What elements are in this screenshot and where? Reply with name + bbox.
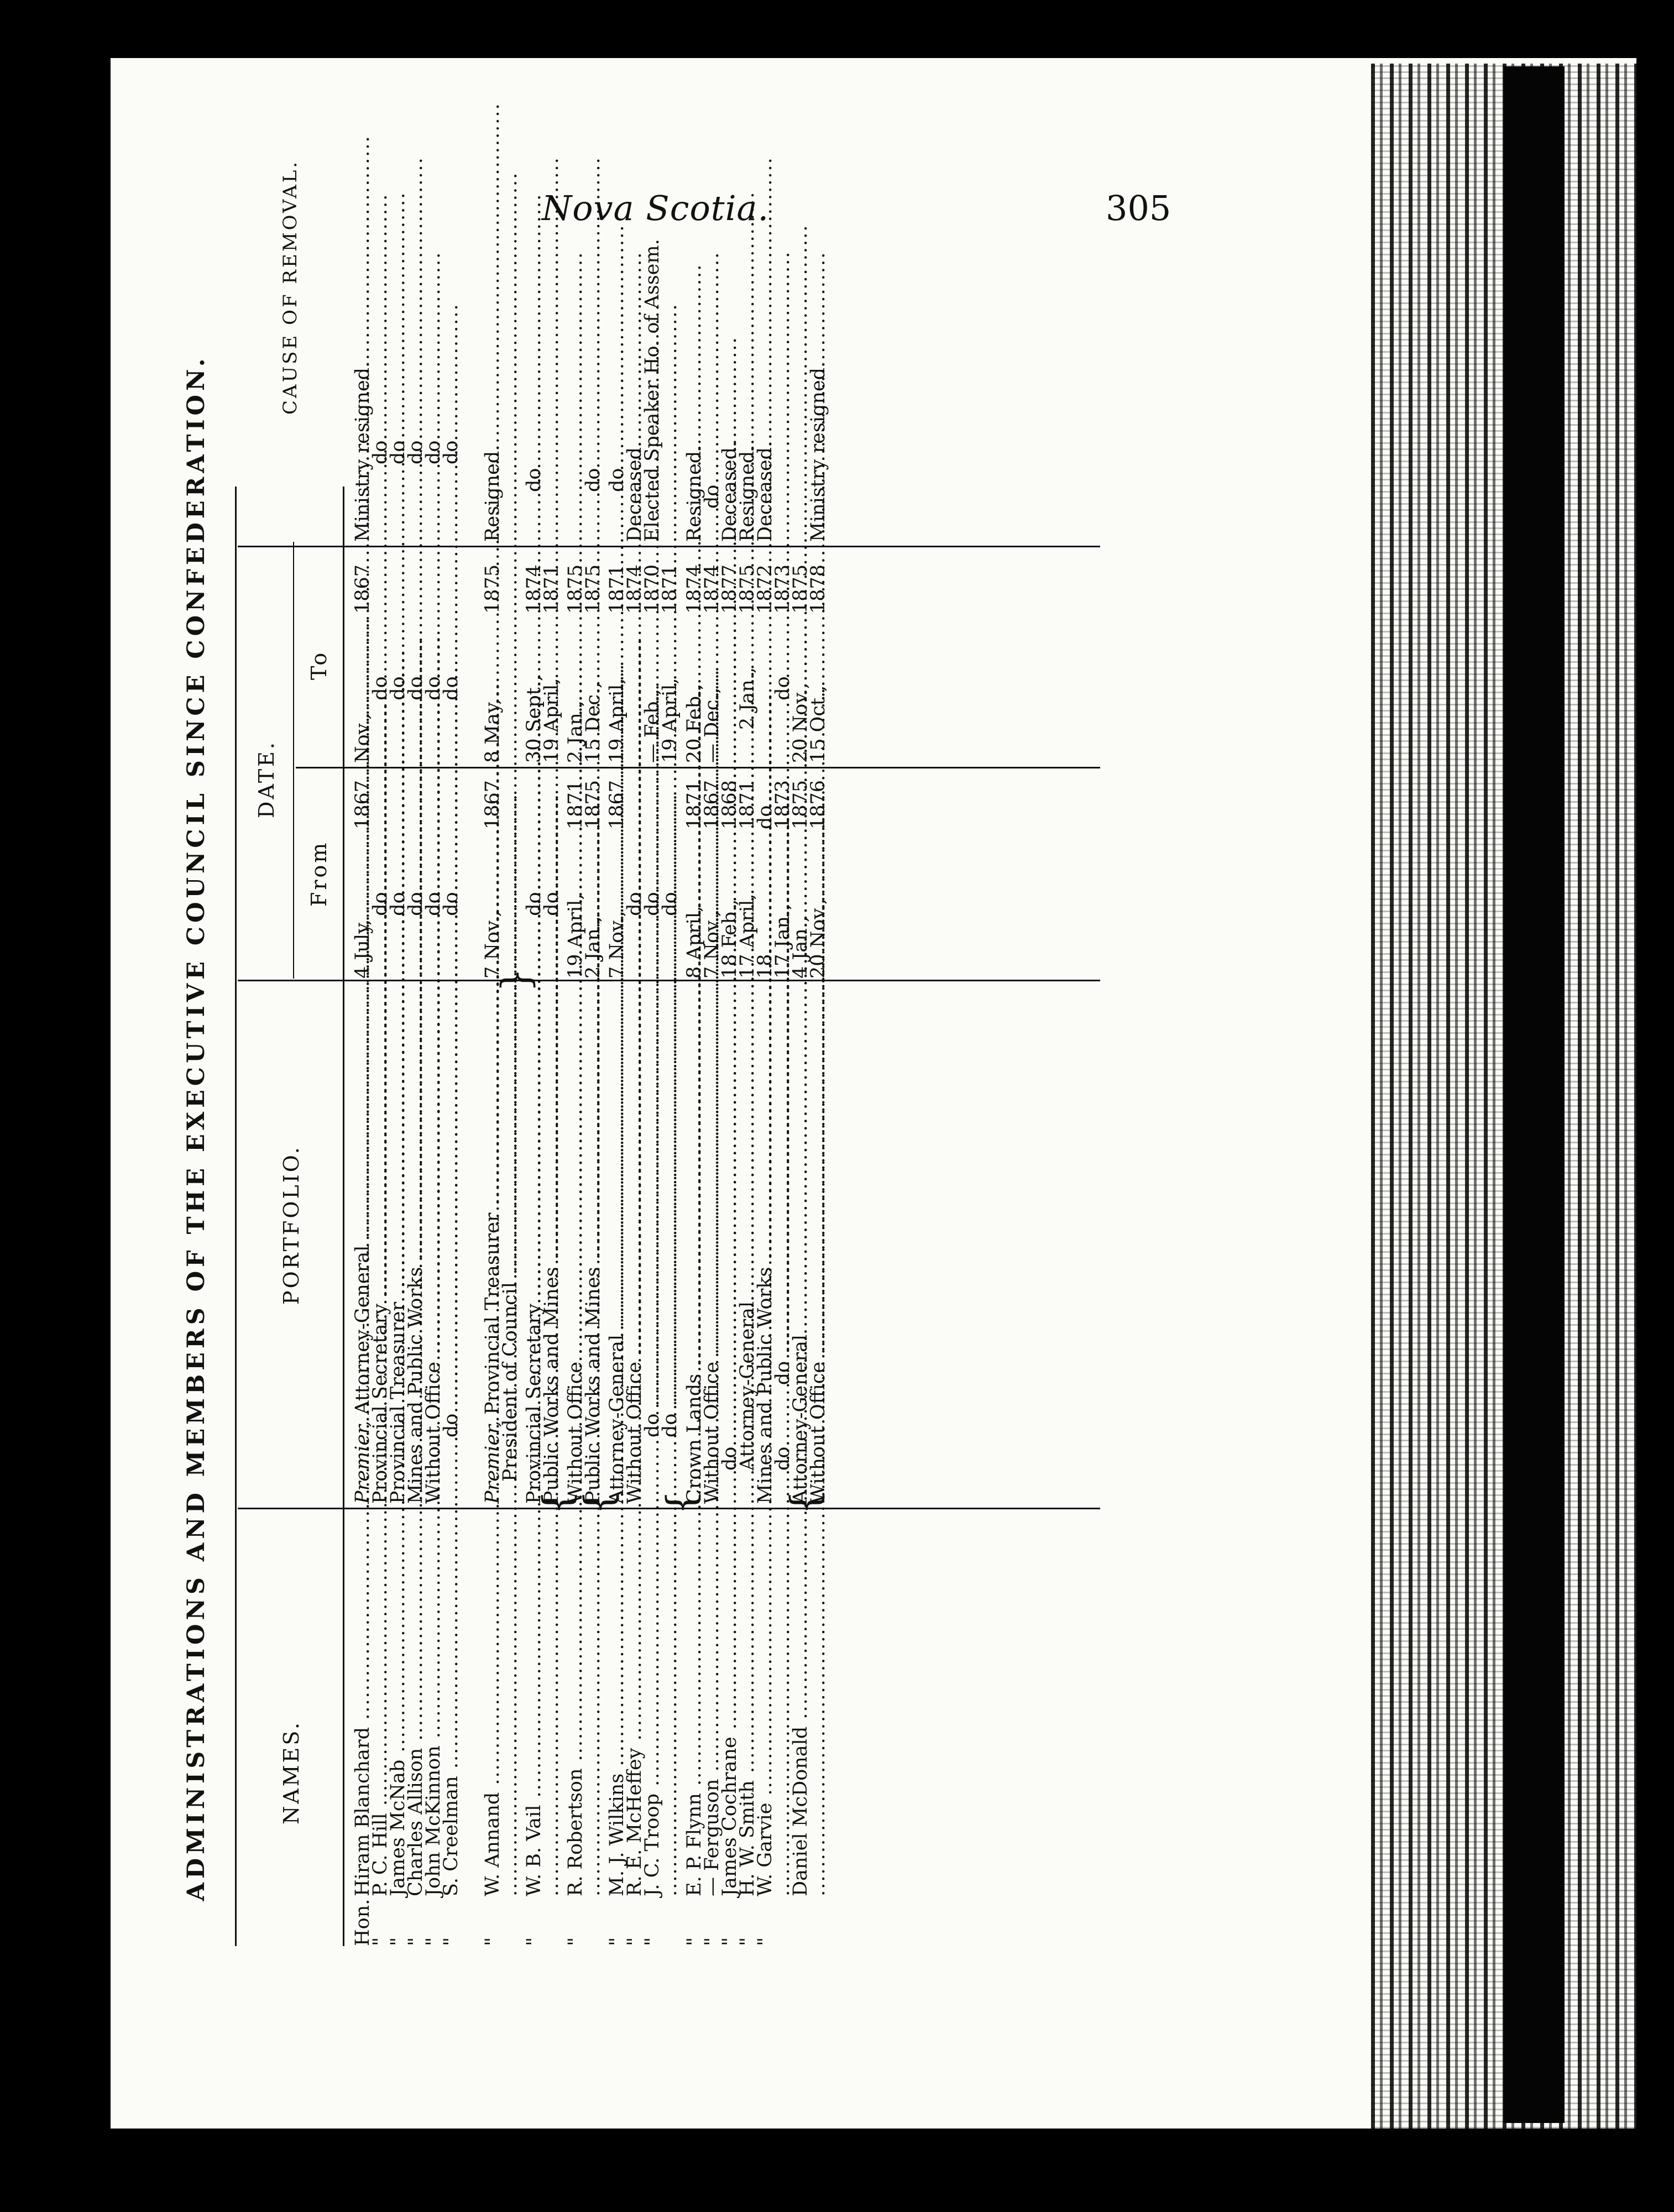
date-to-year: 1871: [606, 564, 628, 614]
date-from: do: [523, 892, 545, 916]
name-prefix: ": [482, 1937, 504, 1946]
date-from: 18 Feb.,: [719, 899, 741, 979]
portfolio: [501, 968, 519, 1504]
member-name: R. Robertson .....: [567, 1515, 584, 1896]
name-prefix: Hon.: [352, 1899, 374, 1946]
cause-of-removal: do: [369, 440, 391, 464]
date-to: 19 April,: [606, 678, 628, 763]
portfolio: [809, 990, 827, 1504]
member-name: H. W. Smith .....: [739, 1515, 756, 1896]
date-from-year: 1867: [606, 780, 628, 829]
table-title: ADMINISTRATIONS AND MEMBERS OF THE EXECUTIVE COUNCIL SINCE CONFEDERATION.: [182, 354, 210, 1901]
cause-of-removal: do: [405, 440, 427, 464]
date-from: 4 July,: [352, 919, 374, 979]
cause-of-removal: Deceased.: [754, 441, 776, 542]
portfolio-text: Attorney-General: [736, 1301, 758, 1471]
portfolio-text: Without Office: [624, 1361, 646, 1504]
date-to: do: [387, 676, 409, 700]
portfolio-text: Without Office: [701, 1361, 723, 1504]
date-to: 20 Feb.,: [683, 683, 705, 763]
date-from-year: 1867: [352, 780, 374, 829]
portfolio-text: Public Works and Mines: [582, 1267, 604, 1504]
portfolio-text: Public Works and Mines: [541, 1267, 563, 1504]
name-prefix: ": [719, 1937, 741, 1946]
portfolio-text: Provincial Treasurer: [482, 1212, 504, 1415]
header-bottom-rule: [343, 487, 344, 1946]
cause-of-removal: Deceased.: [719, 441, 741, 542]
name-prefix: ": [736, 1937, 758, 1946]
header-cause: CAUSE OF REMOVAL.: [279, 159, 301, 415]
header-to: To: [307, 650, 331, 680]
name-prefix: ": [523, 1937, 545, 1946]
page-number: 305: [1106, 188, 1171, 228]
date-to-year: 1871: [659, 564, 681, 614]
date-to: Nov.,: [352, 713, 374, 763]
portfolio-text: do: [440, 1413, 462, 1437]
portfolio-text: Mines and Public Works: [754, 1267, 776, 1504]
member-name: [661, 1515, 679, 1896]
date-from-year: 1873: [772, 780, 794, 829]
date-to-year: 1875: [564, 564, 587, 614]
date-to: 15 Dec.,: [582, 682, 604, 763]
date-from-year: 1871: [564, 780, 587, 829]
date-to-year: 1875: [789, 564, 812, 614]
name-prefix: ": [564, 1937, 587, 1946]
date-to: do: [440, 676, 462, 700]
date-subheader-rule: [293, 542, 294, 979]
table-row: [442, 299, 460, 1957]
date-to: do: [405, 676, 427, 700]
portfolio-text: Without Office: [564, 1361, 587, 1504]
member-name: [543, 1515, 561, 1896]
portfolio: [661, 923, 679, 1504]
portfolio-text: Mines and Public Works: [405, 1267, 427, 1504]
member-name: — Ferguson .....: [703, 1515, 721, 1896]
date-from: do: [369, 892, 391, 916]
date-to: 19 April,: [659, 678, 681, 763]
member-name: J. C. Troop .....: [644, 1515, 661, 1896]
date-from-year: 1867: [701, 780, 723, 829]
member-name: E. P. Flynn .....: [686, 1515, 703, 1896]
date-to-year: [442, 553, 460, 614]
grouping-brace-icon: {: [576, 1490, 621, 1515]
date-from: 7 Nov.,: [701, 911, 723, 979]
date-to: do: [369, 676, 391, 700]
member-name: R. E. McHeffey .....: [626, 1515, 644, 1896]
date-from-year: [661, 768, 679, 829]
portfolio-text: do do: [772, 1361, 794, 1471]
date-to-year: 1874: [683, 564, 705, 614]
portfolio-text: Attorney-General: [606, 1334, 628, 1504]
date-to-year: 1875: [736, 564, 758, 614]
name-prefix: ": [405, 1937, 427, 1946]
date-from: 20 Nov.,: [807, 898, 829, 979]
date-from: do: [659, 892, 681, 916]
date-from: do: [624, 892, 646, 916]
date-from: 17 April,: [736, 893, 758, 979]
member-name: S. Creelman .....: [442, 1515, 460, 1896]
portfolio-text: do: [659, 1413, 681, 1437]
name-prefix: ": [641, 1937, 663, 1946]
table-row: [661, 299, 679, 1957]
cause-of-removal: do: [523, 468, 545, 492]
date-from-year: 1871: [736, 780, 758, 829]
portfolio: [543, 990, 561, 1504]
date-to: 15 Oct.,: [807, 685, 829, 763]
cause-of-removal: do: [387, 440, 409, 464]
cause-of-removal: Resigned.: [683, 445, 705, 542]
cause-of-removal: do: [582, 468, 604, 492]
date-to: 20 Nov.,: [789, 682, 812, 763]
table-top-rule: [235, 487, 237, 1946]
premier-label: Premier,: [482, 1420, 504, 1504]
date-from: do: [641, 892, 663, 916]
portfolio-text: Without Office: [422, 1361, 444, 1504]
member-name: Hiram Blanchard .....: [354, 1515, 372, 1896]
date-from-year: [543, 768, 561, 829]
date-to-year: 1878: [807, 564, 829, 614]
name-prefix: ": [422, 1937, 444, 1946]
name-prefix: ": [387, 1937, 409, 1946]
date-from: 4 Jan.,: [789, 916, 812, 979]
header-names: NAMES.: [279, 1720, 304, 1824]
header-portfolio: PORTFOLIO.: [279, 1145, 304, 1305]
date-from-year: 1875: [789, 780, 812, 829]
member-name: [501, 1515, 519, 1896]
date-to-year: [501, 553, 519, 614]
cause-of-removal: Resigned.: [482, 445, 504, 542]
date-from-year: [501, 768, 519, 829]
header-date: DATE.: [254, 740, 279, 818]
date-to-year: 1872: [754, 564, 776, 614]
date-to-year: 1875: [582, 564, 604, 614]
member-name: [584, 1515, 602, 1896]
cause-of-removal: do: [440, 440, 462, 464]
date-to-year: 1867: [352, 564, 374, 614]
name-prefix: ": [624, 1937, 646, 1946]
date-from: 19 April,: [564, 893, 587, 979]
date-from-year: do: [754, 805, 776, 829]
member-name: Daniel McDonald .....: [792, 1515, 809, 1896]
portfolio-text: do: [719, 1446, 741, 1471]
portfolio-text: Crown Lands: [683, 1373, 705, 1504]
grouping-brace-icon: {: [535, 1490, 580, 1515]
date-from-year: 1867: [482, 780, 504, 829]
date-from-year: 1868: [719, 780, 741, 829]
header-from: From: [307, 840, 331, 907]
portfolio-text: Provincial Secretary: [523, 1303, 545, 1504]
portfolio-text: Provincial Secretary: [369, 1303, 391, 1504]
member-name: W. Garvie .....: [756, 1515, 774, 1896]
member-name: W. B. Vail .....: [525, 1515, 543, 1896]
cause-of-removal: do: [701, 484, 723, 509]
cause-of-removal: [661, 0, 679, 542]
cause-of-removal: [543, 0, 561, 542]
cause-of-removal: Elected Speaker Ho. of Assem.: [641, 239, 663, 542]
grouping-brace-icon: {: [782, 1490, 828, 1515]
grouping-brace-icon: {: [658, 1490, 704, 1515]
portfolio-text: do: [641, 1413, 663, 1437]
date-from: do: [405, 892, 427, 916]
date-to: 30 Sept.,: [523, 674, 545, 763]
date-to: — Feb.,: [641, 689, 663, 763]
date-from: 8 April,: [683, 906, 705, 979]
date-from: 2 Jan.,: [582, 916, 604, 979]
name-prefix: ": [606, 1937, 628, 1946]
date-to-year: 1875: [482, 564, 504, 614]
date-to: do: [422, 676, 444, 700]
date-to-year: 1874: [624, 564, 646, 614]
portfolio-text: Without Office: [807, 1361, 829, 1504]
portfolio-text: Provincial Treasurer: [387, 1301, 409, 1504]
cause-of-removal: Ministry resigned.: [807, 361, 829, 542]
portfolio: [584, 990, 602, 1504]
date-from-year: 1871: [683, 780, 705, 829]
cause-of-removal: Resigned.: [736, 445, 758, 542]
date-to: [501, 614, 519, 763]
date-to-year: 1873: [772, 564, 794, 614]
name-prefix: ": [440, 1937, 462, 1946]
date-to-year: 1874: [523, 564, 545, 614]
member-name: John McKinnon .....: [425, 1515, 442, 1896]
date-from: do: [541, 892, 563, 916]
date-from-year: 1876: [807, 780, 829, 829]
portfolio-text: Attorney-General: [352, 1245, 374, 1415]
date-to-year: 1874: [701, 564, 723, 614]
date-to: do: [772, 676, 794, 700]
portfolio-text: Attorney-General: [789, 1334, 812, 1504]
cause-of-removal: do: [606, 468, 628, 492]
book-spine: [1504, 66, 1565, 2123]
member-name: Charles Allison .....: [407, 1515, 425, 1896]
cause-of-removal: Deceased.: [624, 441, 646, 542]
name-prefix: ": [683, 1937, 705, 1946]
member-name: [809, 1515, 827, 1896]
name-prefix: ": [701, 1937, 723, 1946]
date-to: — Dec.,: [701, 687, 723, 763]
date-to: 19 April,: [541, 678, 563, 763]
date-from: 18: [754, 954, 776, 979]
name-prefix: ": [369, 1937, 391, 1946]
portfolio-text: President of Council: [499, 1282, 521, 1482]
date-to-year: 1870: [641, 564, 663, 614]
member-name: James Cochrane .....: [721, 1515, 739, 1896]
cause-of-removal: Ministry resigned.: [352, 361, 374, 542]
date-from: do: [440, 892, 462, 916]
name-prefix: ": [754, 1937, 776, 1946]
scan-left-edge: [0, 0, 39, 2212]
running-head: Nova Scotia.: [542, 188, 770, 228]
date-from: 17 Jan.,: [772, 903, 794, 979]
date-to: 8 May,: [482, 698, 504, 763]
date-from: 7 Nov.,: [482, 911, 504, 979]
member-name: James McNab .....: [389, 1515, 407, 1896]
date-from-year: [442, 768, 460, 829]
member-name: M. J. Wilkins .....: [608, 1515, 626, 1896]
cause-of-removal: [501, 0, 519, 542]
date-to-year: 1871: [541, 564, 563, 614]
cause-of-removal: do: [422, 440, 444, 464]
date-from: [501, 829, 519, 979]
date-to-year: 1877: [719, 564, 741, 614]
date-to: 2 Jan.,: [564, 700, 587, 763]
date-from: do: [422, 892, 444, 916]
member-name: P. C. Hill .....: [372, 1515, 389, 1896]
date-to: 2 Jan.,: [736, 667, 758, 730]
date-from-year: 1875: [582, 780, 604, 829]
premier-label: Premier,: [352, 1420, 374, 1504]
member-name: W. Annand .....: [484, 1515, 501, 1896]
portfolio: [442, 923, 460, 1504]
grouping-brace-icon: }: [493, 968, 538, 992]
date-from: 7 Nov.,: [606, 911, 628, 979]
date-from: do: [387, 892, 409, 916]
